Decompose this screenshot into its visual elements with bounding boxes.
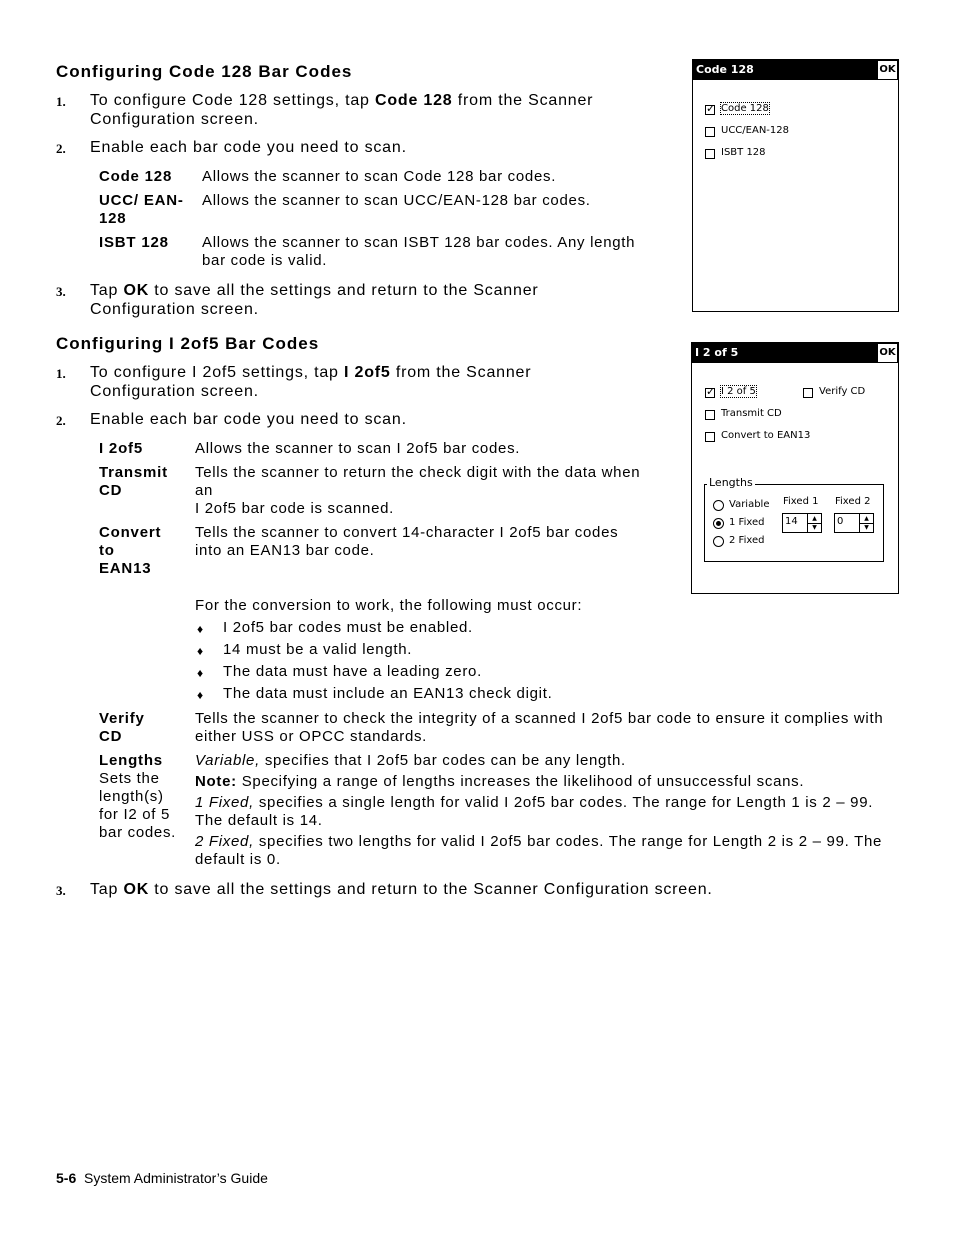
term-desc: Tells the scanner to return the check digit with the data when an: [195, 464, 641, 499]
ok-button[interactable]: OK: [878, 61, 897, 79]
page-number: 5-6: [56, 1170, 77, 1186]
i2of5-checkbox[interactable]: [705, 385, 716, 398]
fixed1-label: Fixed 1: [783, 496, 819, 507]
fixed1-radio-label: 1 Fixed: [729, 517, 765, 528]
fixed1-radio[interactable]: [713, 518, 724, 529]
term-ucc-ean128: UCC/ EAN-128: [99, 192, 184, 227]
bullet-item: I 2of5 bar codes must be enabled.: [223, 619, 473, 636]
isbt128-checkbox[interactable]: [705, 149, 715, 159]
fixed1-stepper[interactable]: [782, 513, 822, 533]
radio-dot-icon: [716, 521, 721, 526]
section-heading-code128: Configuring Code 128 Bar Codes: [56, 62, 353, 81]
i2of5-label: I 2 of 5: [721, 386, 756, 397]
fixed2-radio-label: 2 Fixed: [729, 535, 765, 546]
term-convert-ean13: Convert to EAN13: [99, 524, 162, 577]
term-i2of5: I 2of5: [99, 440, 143, 457]
lengths-note: Note: Specifying a range of lengths increases the likelihood of unsuccessful scans.: [195, 773, 805, 790]
transmit-cd-checkbox[interactable]: [705, 410, 715, 420]
spin-up-icon[interactable]: ▲: [808, 514, 821, 524]
step-text: Enable each bar code you need to scan.: [90, 411, 407, 428]
verify-cd-checkbox[interactable]: [803, 388, 813, 398]
term-desc: Allows the scanner to scan UCC/EAN-128 bar codes.: [202, 192, 591, 209]
convert-ean13-checkbox[interactable]: [705, 432, 715, 442]
term-verify-cd: Verify CD: [99, 710, 145, 745]
step-number: 3.: [56, 883, 66, 898]
isbt128-label: ISBT 128: [721, 147, 766, 158]
dialog-title: Code 128: [696, 63, 754, 76]
variable-radio[interactable]: [713, 500, 724, 511]
convert-ean13-label: Convert to EAN13: [721, 430, 811, 441]
dialog-titlebar: [692, 343, 898, 363]
verify-cd-label: Verify CD: [819, 386, 866, 397]
fixed2-radio[interactable]: [713, 536, 724, 547]
term-lengths: Lengths: [99, 752, 163, 769]
ok-button[interactable]: OK: [878, 344, 897, 362]
step-text: To configure Code 128 settings, tap Code 128 from the Scanner Configuration screen.: [90, 92, 594, 128]
term-desc: Tells the scanner to check the integrity of a scanned I 2of5 bar code to ensure it complies with either USS or OPCC standards.: [195, 710, 884, 745]
term-desc: Allows the scanner to scan Code 128 bar codes.: [202, 168, 557, 185]
section-heading-i2of5: Configuring I 2of5 Bar Codes: [56, 334, 320, 353]
code128-checkbox[interactable]: [705, 102, 716, 115]
ucc-ean128-label: UCC/EAN-128: [721, 125, 789, 136]
term-desc: I 2of5 bar code is scanned.: [195, 500, 395, 517]
step-text: Tap OK to save all the settings and return to the Scanner Configuration screen.: [90, 881, 713, 898]
dialog-title: I 2 of 5: [695, 346, 739, 359]
check-icon: ✓: [706, 102, 716, 115]
i2of5-dialog: [691, 342, 899, 594]
term-code128: Code 128: [99, 168, 173, 185]
lengths-fixed1: 1 Fixed, specifies a single length for valid I 2of5 bar codes. The range for Length 1 is 2 – 99. The default is 14.: [195, 794, 874, 829]
bullet-item: 14 must be a valid length.: [223, 641, 413, 658]
guide-title: System Administrator’s Guide: [84, 1170, 268, 1186]
step-number: 1.: [56, 366, 66, 381]
step-text: Tap OK to save all the settings and return to the Scanner Configuration screen.: [90, 282, 539, 318]
step-number: 2.: [56, 413, 66, 428]
term-transmit-cd: Transmit CD: [99, 464, 168, 499]
step-number: 1.: [56, 94, 66, 109]
variable-radio-label: Variable: [729, 499, 770, 510]
bullet-item: The data must include an EAN13 check digit.: [223, 685, 553, 702]
spin-down-icon[interactable]: ▼: [864, 524, 869, 531]
step-number: 2.: [56, 141, 66, 156]
ucc-ean128-checkbox[interactable]: [705, 127, 715, 137]
fixed2-label: Fixed 2: [835, 496, 871, 507]
lengths-variable: Variable, specifies that I 2of5 bar codes can be any length.: [195, 752, 626, 769]
fixed2-value: 0: [837, 516, 844, 527]
fixed2-stepper[interactable]: [834, 513, 874, 533]
transmit-cd-label: Transmit CD: [721, 408, 782, 419]
term-desc: Allows the scanner to scan I 2of5 bar codes.: [195, 440, 521, 457]
bullet-icon: ♦: [197, 688, 204, 702]
conversion-intro: For the conversion to work, the following must occur:: [195, 597, 583, 614]
step-text: Enable each bar code you need to scan.: [90, 139, 407, 156]
term-isbt128: ISBT 128: [99, 234, 169, 251]
step-number: 3.: [56, 284, 66, 299]
term-desc: Allows the scanner to scan ISBT 128 bar codes. Any length bar code is valid.: [202, 234, 636, 269]
code128-dialog: [692, 59, 899, 312]
spin-up-icon[interactable]: ▲: [860, 514, 873, 524]
lengths-fixed2: 2 Fixed, specifies two lengths for valid I 2of5 bar codes. The range for Length 2 is 2 – 99. The default is 0.: [195, 833, 883, 868]
bullet-icon: ♦: [197, 644, 204, 658]
code128-label: Code 128: [721, 103, 769, 114]
bullet-icon: ♦: [197, 666, 204, 680]
dialog-titlebar: [693, 60, 898, 80]
term-lengths-sub: Sets the length(s) for I2 of 5 bar codes.: [99, 770, 177, 841]
lengths-group-label: Lengths: [709, 476, 753, 489]
spin-down-icon[interactable]: ▼: [812, 524, 817, 531]
page-footer: [56, 1170, 268, 1186]
check-icon: ✓: [706, 385, 716, 398]
term-desc: Tells the scanner to convert 14-character I 2of5 bar codes into an EAN13 bar code.: [195, 524, 619, 559]
bullet-item: The data must have a leading zero.: [223, 663, 482, 680]
bullet-icon: ♦: [197, 622, 204, 636]
step-text: To configure I 2of5 settings, tap I 2of5 from the Scanner Configuration screen.: [90, 364, 532, 400]
fixed1-value: 14: [785, 516, 798, 527]
